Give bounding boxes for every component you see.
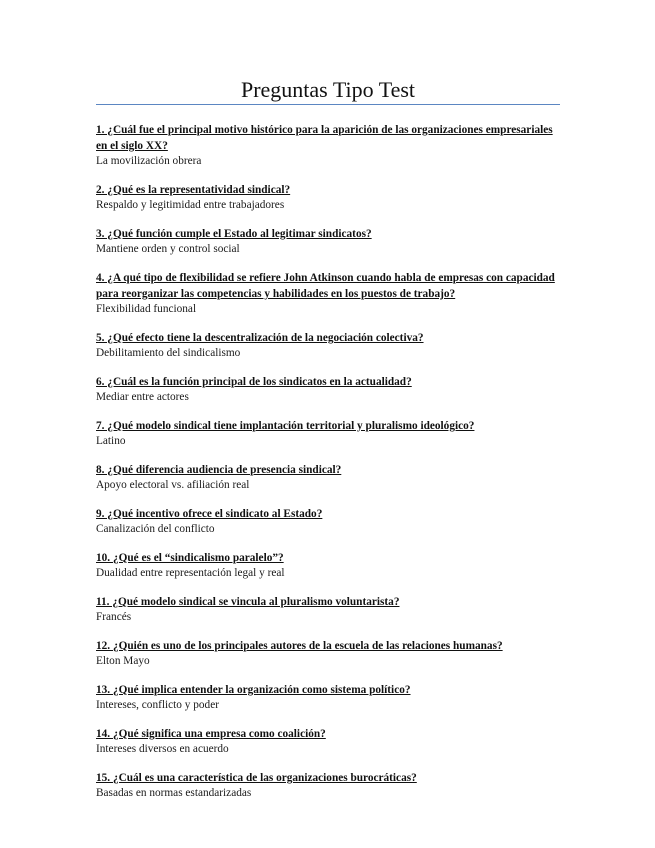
question-text: 9. ¿Qué incentivo ofrece el sindicato al Estado? — [96, 508, 323, 520]
answer-text: Intereses diversos en acuerdo — [96, 743, 229, 755]
answer-text: Dualidad entre representación legal y real — [96, 567, 285, 579]
question-item-6 — [96, 374, 566, 404]
question-text: 7. ¿Qué modelo sindical tiene implantación territorial y pluralismo ideológico? — [96, 420, 475, 432]
answer-text: La movilización obrera — [96, 155, 202, 167]
question-text: 5. ¿Qué efecto tiene la descentralización de la negociación colectiva? — [96, 332, 424, 344]
title-divider — [96, 104, 560, 105]
question-text: 2. ¿Qué es la representatividad sindical? — [96, 184, 291, 196]
question-text: 13. ¿Qué implica entender la organización como sistema político? — [96, 684, 411, 696]
question-item-7 — [96, 418, 566, 448]
question-item-4 — [96, 270, 566, 316]
answer-text: Canalización del conflicto — [96, 523, 215, 535]
question-item-15 — [96, 770, 566, 800]
page-title: Preguntas Tipo Test — [240, 77, 416, 102]
answer-text: Francés — [96, 611, 132, 623]
answer-text: Mediar entre actores — [96, 391, 189, 403]
question-text: 6. ¿Cuál es la función principal de los sindicatos en la actualidad? — [96, 376, 412, 388]
question-text: 14. ¿Qué significa una empresa como coalición? — [96, 728, 326, 740]
answer-text: Mantiene orden y control social — [96, 243, 240, 255]
question-text: 3. ¿Qué función cumple el Estado al legitimar sindicatos? — [96, 228, 372, 240]
answer-text: Apoyo electoral vs. afiliación real — [96, 479, 250, 491]
question-text: 8. ¿Qué diferencia audiencia de presencia sindical? — [96, 464, 342, 476]
question-item-8 — [96, 462, 566, 492]
answer-text: Flexibilidad funcional — [96, 303, 197, 315]
question-item-3 — [96, 226, 566, 256]
question-text: 11. ¿Qué modelo sindical se vincula al pluralismo voluntarista? — [96, 596, 400, 608]
answer-text: Elton Mayo — [96, 655, 150, 667]
answer-text: Latino — [96, 435, 126, 447]
answer-text: Respaldo y legitimidad entre trabajadores — [96, 199, 285, 211]
question-item-14 — [96, 726, 566, 756]
answer-text: Intereses, conflicto y poder — [96, 699, 219, 711]
answer-text: Debilitamiento del sindicalismo — [96, 347, 241, 359]
question-text: 1. ¿Cuál fue el principal motivo histórico para la aparición de las organizaciones empresariales en el siglo XX? — [96, 124, 553, 152]
question-item-10 — [96, 550, 566, 580]
question-item-9 — [96, 506, 566, 536]
question-item-5 — [96, 330, 566, 360]
answer-text: Basadas en normas estandarizadas — [96, 787, 252, 799]
question-item-13 — [96, 682, 566, 712]
question-text: 10. ¿Qué es el “sindicalismo paralelo”? — [96, 552, 284, 564]
question-text: 4. ¿A qué tipo de flexibilidad se refiere John Atkinson cuando habla de empresas con capacidad para reorganizar las competencias y habilidades en los puestos de trabajo? — [96, 272, 555, 300]
question-item-12 — [96, 638, 566, 668]
question-item-2 — [96, 182, 566, 212]
question-list — [96, 122, 566, 814]
question-item-11 — [96, 594, 566, 624]
question-text: 12. ¿Quién es uno de los principales autores de la escuela de las relaciones humanas? — [96, 640, 503, 652]
question-text: 15. ¿Cuál es una característica de las organizaciones burocráticas? — [96, 772, 417, 784]
question-item-1 — [96, 122, 566, 168]
